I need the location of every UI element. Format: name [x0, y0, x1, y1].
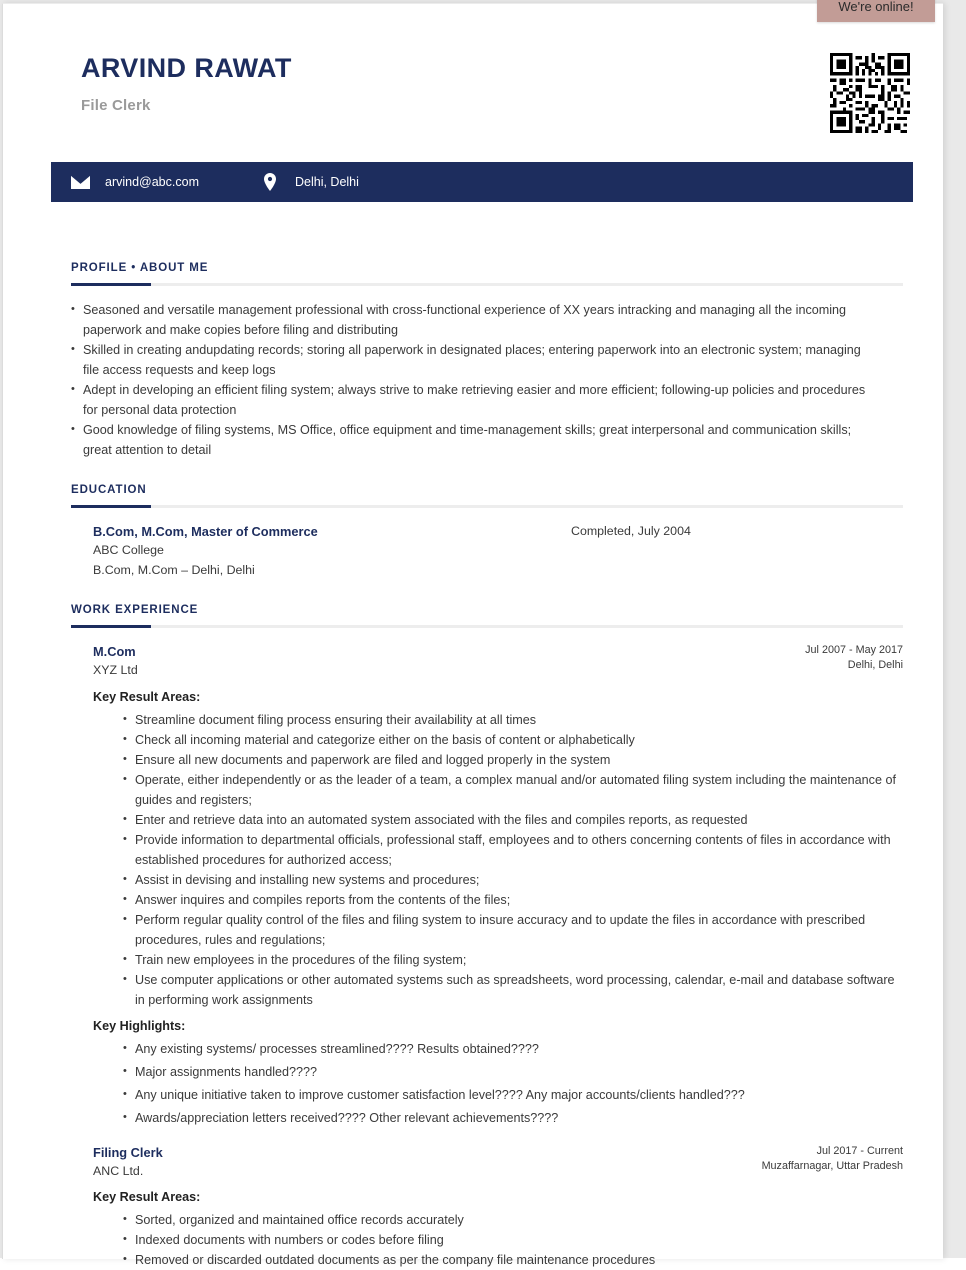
work-experience-entry: [71, 1143, 903, 1270]
list-item: • Skilled in creating andupdating records; storing all paperwork in designated places; entering paperwork into an electronic system; managing file access requests and keep logs: [71, 340, 873, 380]
section-divider: [71, 283, 903, 286]
key-result-areas-list: [93, 710, 903, 1010]
qr-code-icon: [830, 53, 910, 133]
list-item: • Awards/appreciation letters received???? Other relevant achievements????: [123, 1108, 903, 1128]
location-pin-icon: [259, 172, 281, 192]
section-profile: [71, 262, 903, 460]
list-item: • Enter and retrieve data into an automated system associated with the files and compiles reports, as requested: [123, 810, 903, 830]
list-item: • Provide information to departmental officials, professional staff, employees and to others concerning contents of files in accordance with established procedures for authorized access;: [123, 830, 903, 870]
section-title-work-experience: WORK EXPERIENCE: [71, 604, 903, 616]
resume-body: [3, 262, 943, 1270]
page-title: ARVIND RAWAT: [81, 54, 893, 84]
job-role: M.Com: [93, 642, 903, 661]
job-dates: Jul 2017 - Current: [762, 1144, 903, 1159]
education-place: B.Com, M.Com – Delhi, Delhi: [93, 561, 903, 581]
contact-email[interactable]: [69, 172, 199, 192]
list-item: • Seasoned and versatile management professional with cross-functional experience of XX years intracking and managing all the incoming paperwork and make copies before filing and distributing: [71, 300, 873, 340]
resume-page: [2, 3, 943, 1259]
list-item: • Good knowledge of filing systems, MS Office, office equipment and time-management skills; great interpersonal and communication skills; great attention to detail: [71, 420, 873, 460]
section-work-experience: [71, 604, 903, 1270]
list-item: • Removed or discarded outdated documents as per the company file maintenance procedures: [123, 1250, 903, 1270]
list-item: • Answer inquires and compiles reports from the contents of the files;: [123, 890, 903, 910]
contact-email-text: arvind@abc.com: [105, 175, 199, 189]
list-item: • Check all incoming material and categorize either on the basis of content or alphabetically: [123, 730, 903, 750]
list-item: • Adept in developing an efficient filing system; always strive to make retrieving easier and more efficient; following-up policies and procedures for personal data protection: [71, 380, 873, 420]
education-degree: B.Com, M.Com, Master of Commerce: [93, 522, 903, 541]
list-item: • Major assignments handled????: [123, 1062, 903, 1082]
list-item: • Train new employees in the procedures of the filing system;: [123, 950, 903, 970]
resume-header: [3, 4, 943, 116]
section-title-profile: PROFILE • ABOUT ME: [71, 262, 903, 274]
education-school: ABC College: [93, 541, 903, 561]
section-divider: [71, 505, 903, 508]
header-job-title: File Clerk: [81, 97, 893, 114]
key-result-areas-label: Key Result Areas:: [93, 1190, 903, 1204]
key-result-areas-label: Key Result Areas:: [93, 690, 903, 704]
job-location: Muzaffarnagar, Uttar Pradesh: [762, 1159, 903, 1174]
profile-bullet-list: [71, 300, 903, 460]
list-item: • Any unique initiative taken to improve customer satisfaction level???? Any major accounts/clients handled???: [123, 1085, 903, 1105]
list-item: • Sorted, organized and maintained office records accurately: [123, 1210, 903, 1230]
contact-bar: [51, 162, 913, 202]
job-dates: Jul 2007 - May 2017: [805, 643, 903, 658]
job-company: ANC Ltd.: [93, 1162, 903, 1182]
education-date: Completed, July 2004: [571, 522, 691, 541]
list-item: • Use computer applications or other automated systems such as spreadsheets, word processing, calendar, e-mail and database software in performing work assignments: [123, 970, 903, 1010]
contact-location: [259, 172, 359, 192]
job-location: Delhi, Delhi: [805, 658, 903, 673]
list-item: • Indexed documents with numbers or codes before filing: [123, 1230, 903, 1250]
list-item: • Perform regular quality control of the files and filing system to insure accuracy and to update the files in accordance with prescribed procedures, rules and regulations;: [123, 910, 903, 950]
job-meta: [805, 643, 903, 673]
chat-online-label: We're online!: [838, 0, 913, 14]
job-meta: [762, 1144, 903, 1174]
key-result-areas-list: [93, 1210, 903, 1270]
list-item: • Any existing systems/ processes streamlined???? Results obtained????: [123, 1039, 903, 1059]
contact-location-text: Delhi, Delhi: [295, 175, 359, 189]
education-entry: [71, 522, 903, 586]
job-role: Filing Clerk: [93, 1143, 903, 1162]
chat-online-badge[interactable]: [817, 0, 935, 22]
list-item: • Ensure all new documents and paperwork are filed and logged properly in the system: [123, 750, 903, 770]
key-highlights-label: Key Highlights:: [93, 1019, 903, 1033]
section-title-education: EDUCATION: [71, 484, 903, 496]
work-experience-entry: [71, 642, 903, 1128]
list-item: • Operate, either independently or as the leader of a team, a complex manual and/or automated filing system including the maintenance of guides and registers;: [123, 770, 903, 810]
section-divider: [71, 625, 903, 628]
key-highlights-list: [93, 1039, 903, 1128]
envelope-icon: [69, 172, 91, 192]
list-item: • Assist in devising and installing new systems and procedures;: [123, 870, 903, 890]
section-education: [71, 484, 903, 586]
list-item: • Streamline document filing process ensuring their availability at all times: [123, 710, 903, 730]
job-company: XYZ Ltd: [93, 661, 903, 681]
